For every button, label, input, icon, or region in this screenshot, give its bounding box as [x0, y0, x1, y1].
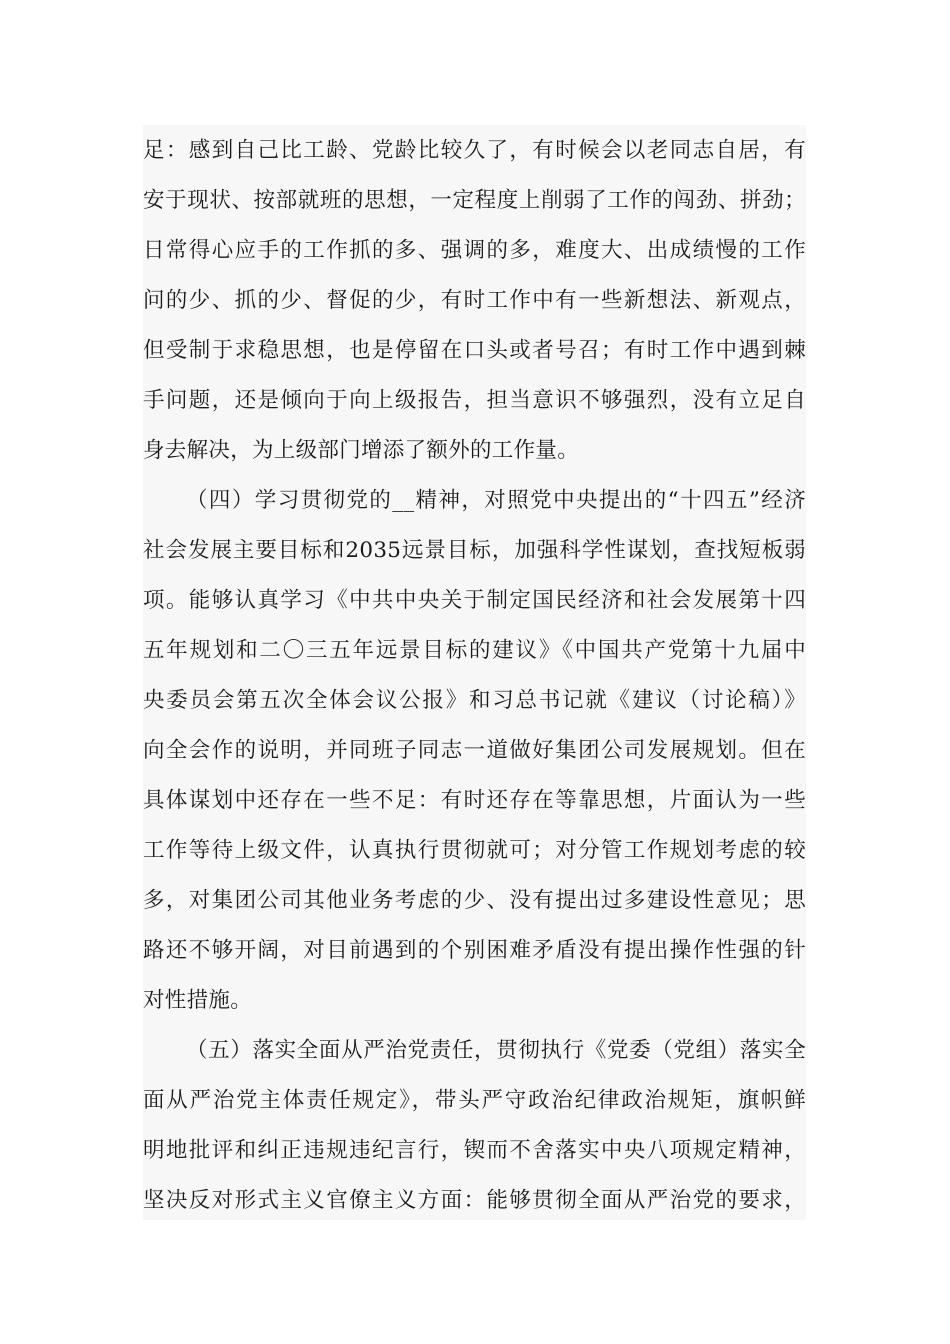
paragraph-line: 具体谋划中还存在一些不足：有时还存在等靠思想，片面认为一些 — [143, 788, 806, 813]
paragraph-line: 五年规划和二〇三五年远景目标的建议》《中国共产党第十九届中 — [143, 638, 806, 663]
paragraph-line: 向全会作的说明，并同班子同志一道做好集团公司发展规划。但在 — [143, 738, 806, 763]
paragraph-line: 问的少、抓的少、督促的少，有时工作中有一些新想法、新观点， — [143, 288, 806, 313]
paragraph-line: 央委员会第五次全体会议公报》和习总书记就《建议（讨论稿）》 — [143, 688, 806, 713]
paragraph-line: 手问题，还是倾向于向上级报告，担当意识不够强烈，没有立足自 — [143, 388, 806, 413]
paragraph-line: 路还不够开阔，对目前遇到的个别困难矛盾没有提出操作性强的针 — [143, 938, 806, 963]
paragraph-line: 坚决反对形式主义官僚主义方面：能够贯彻全面从严治党的要求， — [143, 1188, 806, 1213]
paragraph-line: 足：感到自己比工龄、党龄比较久了，有时候会以老同志自居，有 — [143, 138, 806, 163]
paragraph-line: 安于现状、按部就班的思想，一定程度上削弱了工作的闯劲、拼劲； — [143, 188, 806, 213]
paragraph-line: 日常得心应手的工作抓的多、强调的多，难度大、出成绩慢的工作 — [143, 238, 806, 263]
paragraph-line: 多，对集团公司其他业务考虑的少、没有提出过多建设性意见；思 — [143, 888, 806, 913]
paragraph-line: 身去解决，为上级部门增添了额外的工作量。 — [143, 438, 580, 463]
paragraph-line: 工作等待上级文件，认真执行贯彻就可；对分管工作规划考虑的较 — [143, 838, 806, 863]
paragraph-heading-line: （四）学习贯彻党的__精神，对照党中央提出的“十四五”经济 — [186, 488, 806, 513]
paragraph-line: 社会发展主要目标和2035远景目标，加强科学性谋划，查找短板弱 — [143, 538, 806, 563]
paragraph-line: 明地批评和纠正违规违纪言行，锲而不舍落实中央八项规定精神， — [143, 1138, 806, 1163]
paragraph-line: 面从严治党主体责任规定》，带头严守政治纪律政治规矩，旗帜鲜 — [143, 1088, 806, 1113]
paragraph-line: 对性措施。 — [143, 988, 253, 1013]
paragraph-line: 项。能够认真学习《中共中央关于制定国民经济和社会发展第十四 — [143, 588, 806, 613]
paragraph-heading-line: （五）落实全面从严治党责任，贯彻执行《党委（党组）落实全 — [186, 1038, 806, 1063]
paragraph-line: 但受制于求稳思想，也是停留在口头或者号召；有时工作中遇到棘 — [143, 338, 806, 363]
